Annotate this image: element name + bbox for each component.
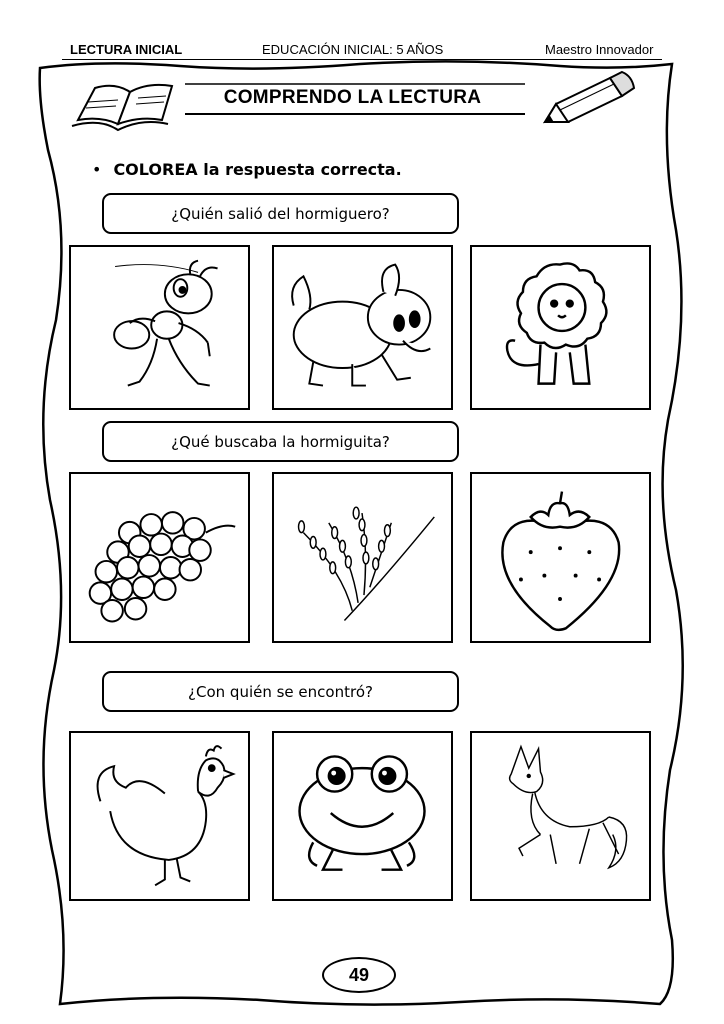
- rooster-icon: [71, 733, 248, 899]
- ant-icon: [71, 247, 248, 408]
- page-title: COMPRENDO LA LECTURA: [223, 87, 482, 108]
- option-rooster[interactable]: [69, 731, 250, 901]
- puppy-icon: [274, 247, 451, 408]
- option-puppy[interactable]: [272, 245, 453, 410]
- book-icon: [72, 85, 172, 130]
- fox-icon: [472, 733, 649, 899]
- option-lion[interactable]: [470, 245, 651, 410]
- question-box-1: ¿Quién salió del hormiguero?: [102, 193, 459, 234]
- strawberry-icon: [472, 474, 649, 641]
- header-level: EDUCACIÓN INICIAL: 5 AÑOS: [262, 42, 444, 57]
- option-fox[interactable]: [470, 731, 651, 901]
- question-box-2: ¿Qué buscaba la hormiguita?: [102, 421, 459, 462]
- option-strawberry[interactable]: [470, 472, 651, 643]
- bullet: •: [92, 160, 102, 179]
- grapes-icon: [71, 474, 248, 641]
- option-frog[interactable]: [272, 731, 453, 901]
- option-ant[interactable]: [69, 245, 250, 410]
- option-rice[interactable]: [272, 472, 453, 643]
- instruction: [92, 160, 402, 179]
- option-grapes[interactable]: [69, 472, 250, 643]
- pencil-icon: [545, 72, 634, 122]
- lion-icon: [472, 247, 649, 408]
- instruction-text: COLOREA la respuesta correcta.: [113, 160, 402, 179]
- header-subject: LECTURA INICIAL: [70, 42, 183, 57]
- question-box-3: ¿Con quién se encontró?: [102, 671, 459, 712]
- frog-icon: [274, 733, 451, 899]
- header-author: Maestro Innovador: [545, 42, 654, 57]
- page-number: 49: [322, 957, 396, 993]
- rice-stalk-icon: [274, 474, 451, 641]
